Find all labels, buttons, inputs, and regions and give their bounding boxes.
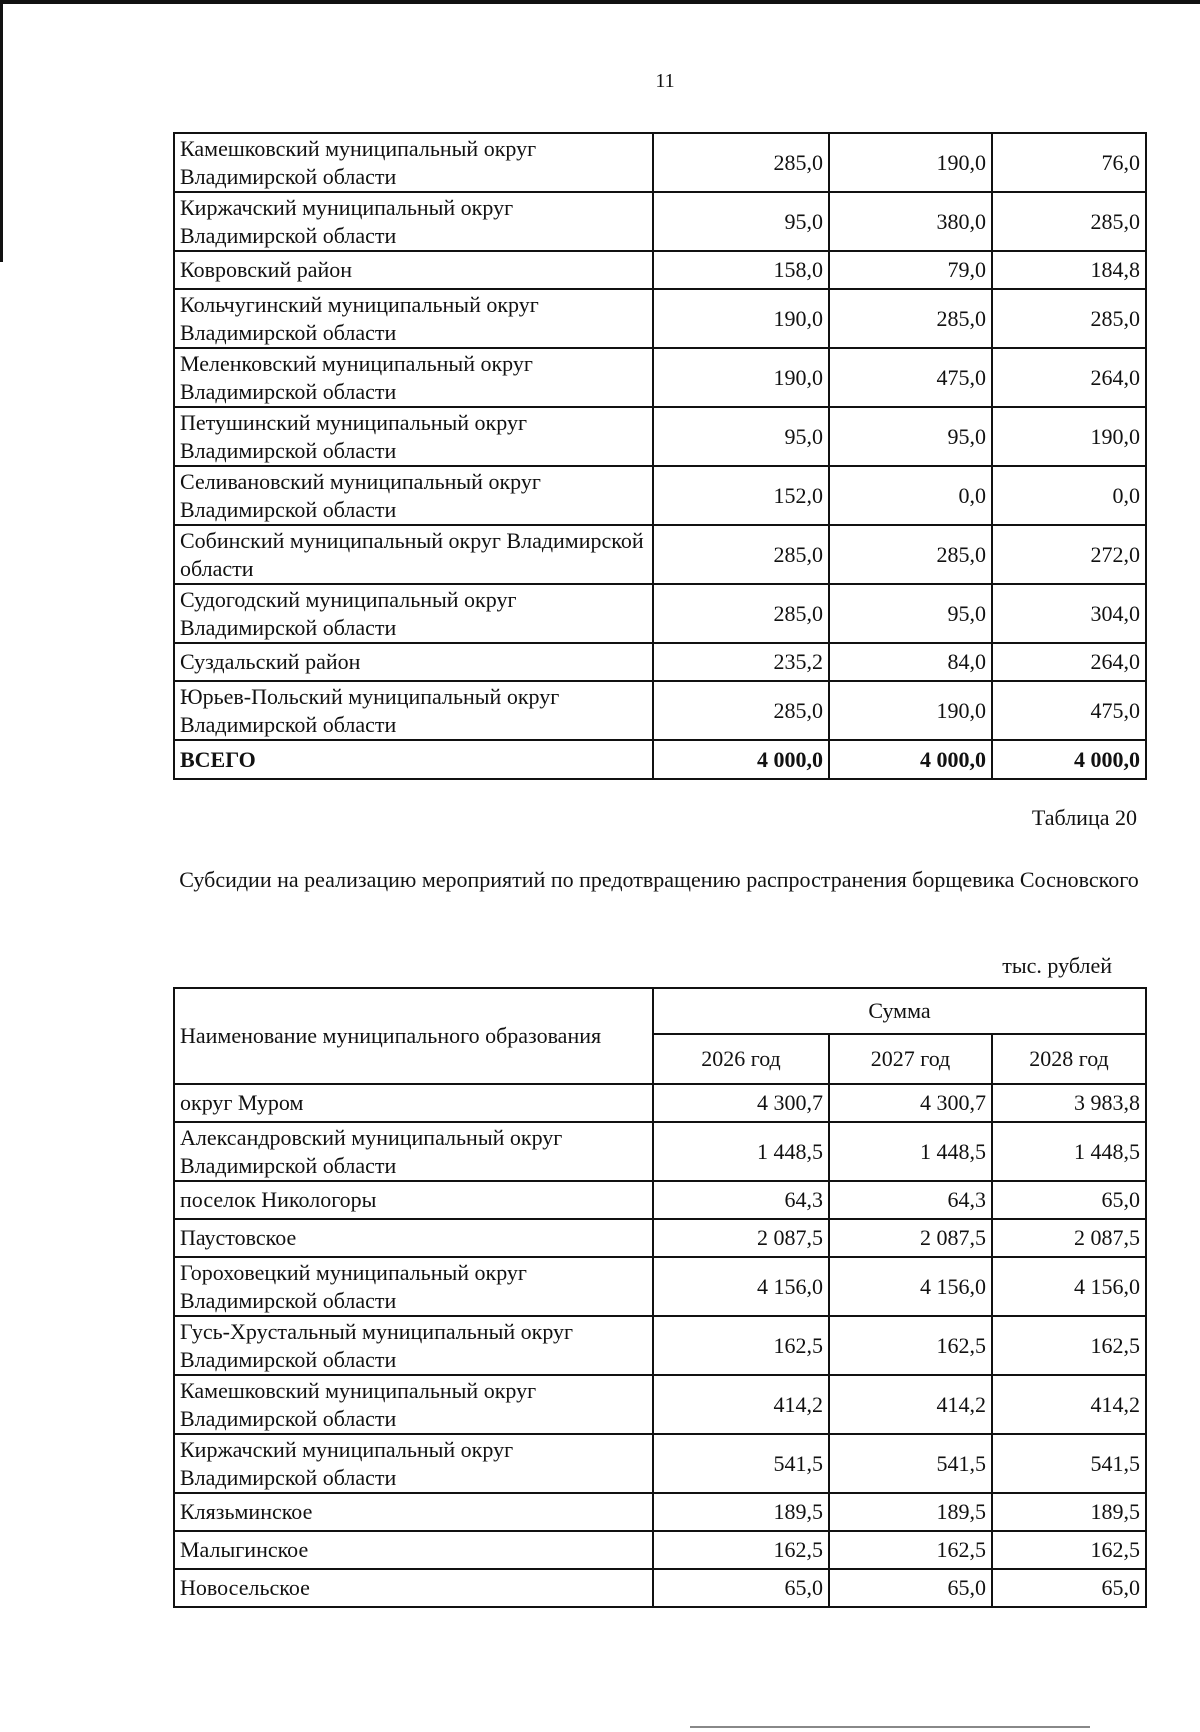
municipality-name: Новосельское (174, 1569, 653, 1607)
municipality-name: Собинский муниципальный округ Владимирской области (174, 525, 653, 584)
value-2026: 162,5 (653, 1531, 829, 1569)
table-row (174, 466, 1146, 525)
value-2028: 541,5 (992, 1434, 1146, 1493)
total-2026: 4 000,0 (653, 740, 829, 779)
value-2027: 0,0 (829, 466, 992, 525)
value-2026: 285,0 (653, 584, 829, 643)
value-2028: 65,0 (992, 1181, 1146, 1219)
value-2026: 158,0 (653, 251, 829, 289)
value-2027: 285,0 (829, 525, 992, 584)
municipality-name: поселок Никологоры (174, 1181, 653, 1219)
value-2027: 64,3 (829, 1181, 992, 1219)
table-continued-body (174, 133, 1146, 779)
table-row (174, 1122, 1146, 1181)
municipality-name: Камешковский муниципальный округ Владимирской области (174, 1375, 653, 1434)
value-2026: 1 448,5 (653, 1122, 829, 1181)
value-2028: 189,5 (992, 1493, 1146, 1531)
value-2028: 162,5 (992, 1531, 1146, 1569)
value-2027: 162,5 (829, 1531, 992, 1569)
value-2026: 235,2 (653, 643, 829, 681)
value-2026: 414,2 (653, 1375, 829, 1434)
table-row (174, 407, 1146, 466)
value-2026: 190,0 (653, 348, 829, 407)
value-2028: 285,0 (992, 289, 1146, 348)
table-row (174, 1316, 1146, 1375)
value-2027: 1 448,5 (829, 1122, 992, 1181)
value-2028: 190,0 (992, 407, 1146, 466)
header-name-column: Наименование муниципального образования (174, 988, 653, 1084)
value-2026: 285,0 (653, 681, 829, 740)
value-2028: 184,8 (992, 251, 1146, 289)
value-2027: 414,2 (829, 1375, 992, 1434)
total-2028: 4 000,0 (992, 740, 1146, 779)
table-row (174, 681, 1146, 740)
value-2026: 4 300,7 (653, 1084, 829, 1122)
table-header (174, 988, 1146, 1084)
subsidies-table-body (174, 1084, 1146, 1607)
municipality-name: Александровский муниципальный округ Владимирской области (174, 1122, 653, 1181)
page-number: 11 (655, 70, 675, 92)
value-2027: 4 300,7 (829, 1084, 992, 1122)
municipality-name: Гороховецкий муниципальный округ Владимирской области (174, 1257, 653, 1316)
header-year-2028: 2028 год (992, 1034, 1146, 1084)
table-row (174, 133, 1146, 192)
value-2026: 189,5 (653, 1493, 829, 1531)
municipality-name: Суздальский район (174, 643, 653, 681)
value-2026: 285,0 (653, 133, 829, 192)
value-2027: 95,0 (829, 407, 992, 466)
value-2026: 64,3 (653, 1181, 829, 1219)
table-row (174, 1181, 1146, 1219)
value-2027: 541,5 (829, 1434, 992, 1493)
table-row (174, 289, 1146, 348)
value-2026: 65,0 (653, 1569, 829, 1607)
value-2026: 4 156,0 (653, 1257, 829, 1316)
municipality-name: Меленковский муниципальный округ Владимирской области (174, 348, 653, 407)
scan-bottom-mark (690, 1726, 1090, 1728)
municipality-name: Клязьминское (174, 1493, 653, 1531)
table-row (174, 348, 1146, 407)
value-2028: 264,0 (992, 643, 1146, 681)
value-2028: 285,0 (992, 192, 1146, 251)
table-row (174, 1219, 1146, 1257)
table-row (174, 1084, 1146, 1122)
total-row (174, 740, 1146, 779)
municipality-name: Кольчугинский муниципальный округ Владимирской области (174, 289, 653, 348)
municipality-name: Судогодский муниципальный округ Владимирской области (174, 584, 653, 643)
table-row (174, 1569, 1146, 1607)
header-row-top (174, 988, 1146, 1034)
value-2027: 475,0 (829, 348, 992, 407)
table-row (174, 525, 1146, 584)
value-2027: 380,0 (829, 192, 992, 251)
value-2026: 541,5 (653, 1434, 829, 1493)
table-continued (173, 132, 1147, 780)
value-2027: 285,0 (829, 289, 992, 348)
table-row (174, 251, 1146, 289)
value-2028: 1 448,5 (992, 1122, 1146, 1181)
value-2027: 84,0 (829, 643, 992, 681)
total-label: ВСЕГО (174, 740, 653, 779)
value-2027: 190,0 (829, 681, 992, 740)
value-2027: 4 156,0 (829, 1257, 992, 1316)
table-row (174, 1531, 1146, 1569)
value-2028: 414,2 (992, 1375, 1146, 1434)
value-2028: 162,5 (992, 1316, 1146, 1375)
table-number-label: Таблица 20 (1031, 805, 1137, 830)
value-2028: 0,0 (992, 466, 1146, 525)
municipality-name: округ Муром (174, 1084, 653, 1122)
municipality-name: Юрьев-Польский муниципальный округ Владимирской области (174, 681, 653, 740)
table-row (174, 1493, 1146, 1531)
municipality-name: Камешковский муниципальный округ Владимирской области (174, 133, 653, 192)
municipality-name: Ковровский район (174, 251, 653, 289)
table-row (174, 1375, 1146, 1434)
table-title: Субсидии на реализацию мероприятий по предотвращению распространения борщевика Сосновского (179, 867, 1139, 892)
value-2028: 304,0 (992, 584, 1146, 643)
value-2027: 79,0 (829, 251, 992, 289)
header-year-2027: 2027 год (829, 1034, 992, 1084)
value-2026: 2 087,5 (653, 1219, 829, 1257)
municipality-name: Селивановский муниципальный округ Владимирской области (174, 466, 653, 525)
subsidies-table (173, 987, 1147, 1608)
value-2027: 162,5 (829, 1316, 992, 1375)
value-2028: 3 983,8 (992, 1084, 1146, 1122)
value-2026: 190,0 (653, 289, 829, 348)
scan-top-border (0, 0, 1200, 4)
value-2028: 272,0 (992, 525, 1146, 584)
header-sum: Сумма (653, 988, 1146, 1034)
municipality-name: Киржачский муниципальный округ Владимирской области (174, 1434, 653, 1493)
municipality-name: Паустовское (174, 1219, 653, 1257)
value-2028: 4 156,0 (992, 1257, 1146, 1316)
value-2027: 189,5 (829, 1493, 992, 1531)
value-2028: 65,0 (992, 1569, 1146, 1607)
value-2028: 475,0 (992, 681, 1146, 740)
value-2027: 190,0 (829, 133, 992, 192)
scan-left-border (0, 0, 3, 262)
municipality-name: Петушинский муниципальный округ Владимирской области (174, 407, 653, 466)
table-row (174, 1257, 1146, 1316)
table-row (174, 1434, 1146, 1493)
value-2028: 264,0 (992, 348, 1146, 407)
value-2028: 2 087,5 (992, 1219, 1146, 1257)
value-2026: 162,5 (653, 1316, 829, 1375)
total-2027: 4 000,0 (829, 740, 992, 779)
value-2026: 95,0 (653, 407, 829, 466)
value-2026: 95,0 (653, 192, 829, 251)
table-row (174, 192, 1146, 251)
value-2027: 65,0 (829, 1569, 992, 1607)
value-2026: 152,0 (653, 466, 829, 525)
value-2027: 95,0 (829, 584, 992, 643)
municipality-name: Малыгинское (174, 1531, 653, 1569)
units-label: тыс. рублей (1002, 953, 1112, 978)
value-2026: 285,0 (653, 525, 829, 584)
table-row (174, 643, 1146, 681)
table-row (174, 584, 1146, 643)
municipality-name: Киржачский муниципальный округ Владимирской области (174, 192, 653, 251)
municipality-name: Гусь-Хрустальный муниципальный округ Владимирской области (174, 1316, 653, 1375)
value-2027: 2 087,5 (829, 1219, 992, 1257)
value-2028: 76,0 (992, 133, 1146, 192)
header-year-2026: 2026 год (653, 1034, 829, 1084)
